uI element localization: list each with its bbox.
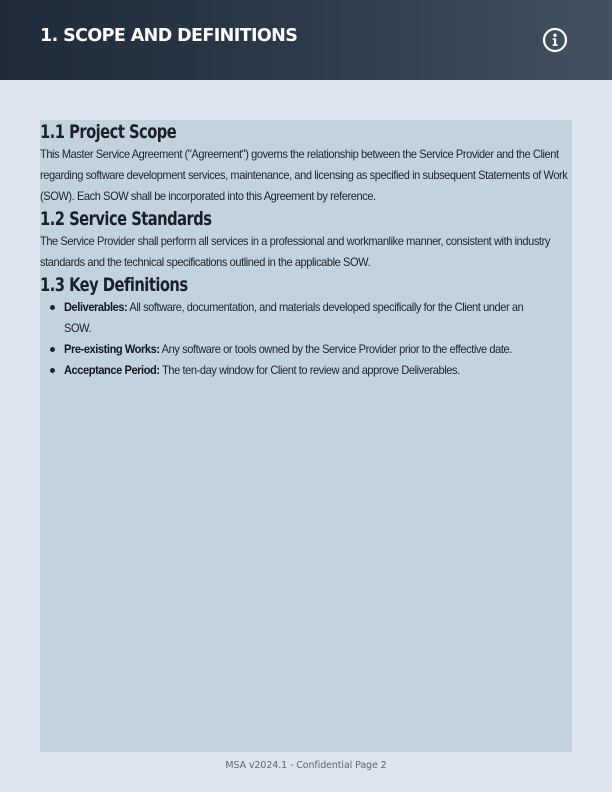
definition-text: Any software or tools owned by the Service Provider prior to the effective date. <box>159 342 512 356</box>
heading-project-scope: 1.1 Project Scope <box>40 121 177 143</box>
info-button[interactable] <box>542 27 568 53</box>
list-item <box>64 360 572 381</box>
info-circle-icon <box>542 27 568 53</box>
section-title: 1. SCOPE AND DEFINITIONS <box>40 26 298 46</box>
list-item <box>64 339 572 360</box>
definition-text: All software, documentation, and materials developed specifically for the Client under an SOW. <box>64 300 524 335</box>
definitions-list <box>40 297 572 381</box>
bullet-icon <box>50 368 55 373</box>
paragraph-project-scope: This Master Service Agreement ("Agreement") governs the relationship between the Service Provider and the Client regarding software development services, maintenance, and licensing as specified in subsequent Statements of Work (SOW). Each SOW shall be incorporated into this Agreement by reference. <box>40 147 568 203</box>
definition-term: Pre-existing Works: <box>64 342 160 356</box>
bullet-icon <box>50 305 55 310</box>
definition-term: Deliverables: <box>64 300 128 314</box>
content-panel <box>40 120 572 752</box>
page-footer: MSA v2024.1 - Confidential Page 2 <box>225 760 387 771</box>
heading-service-standards: 1.2 Service Standards <box>40 208 212 230</box>
paragraph-service-standards: The Service Provider shall perform all services in a professional and workmanlike manner, consistent with industry standards and the technical specifications outlined in the applicable SOW. <box>40 234 550 269</box>
definition-text: The ten-day window for Client to review and approve Deliverables. <box>159 363 460 377</box>
definition-term: Acceptance Period: <box>64 363 160 377</box>
heading-key-definitions: 1.3 Key Definitions <box>40 274 188 296</box>
section-header <box>0 0 612 80</box>
list-item <box>64 297 572 339</box>
bullet-icon <box>50 347 55 352</box>
